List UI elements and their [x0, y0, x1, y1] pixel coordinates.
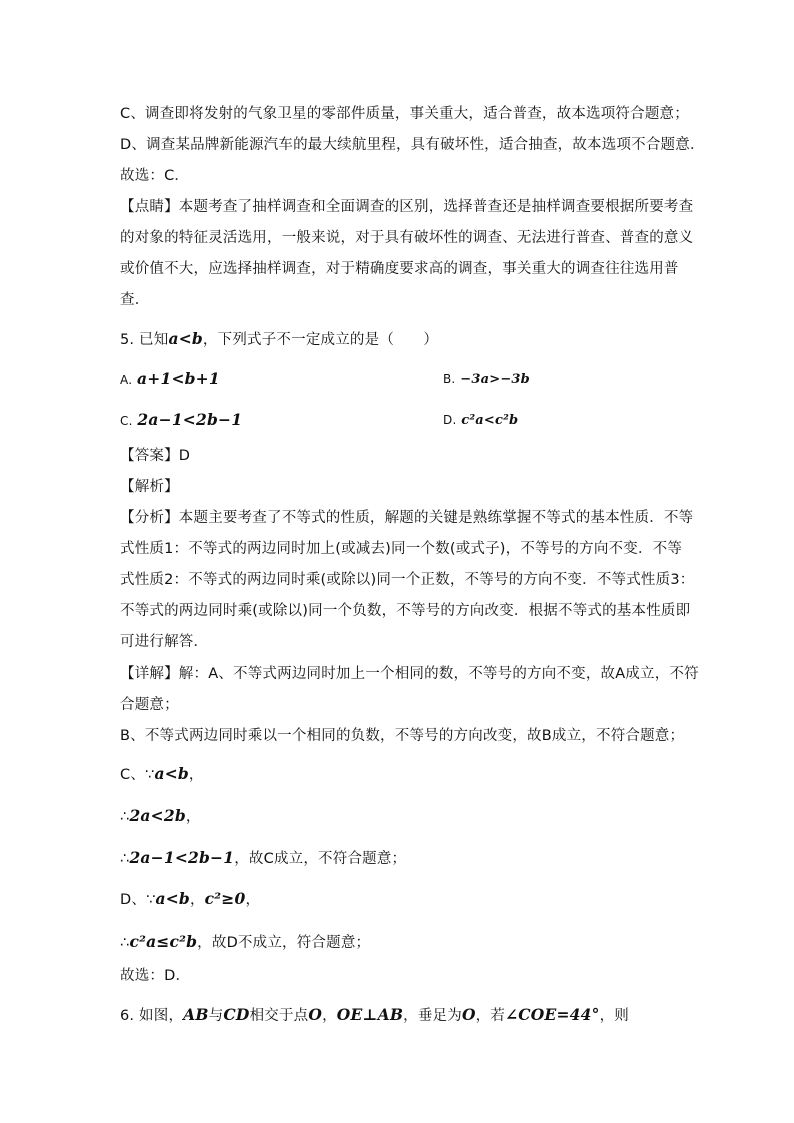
conclusion-line: 故选：D． — [120, 968, 191, 984]
question-6-stem — [120, 1005, 629, 1026]
d-step-1-expr-2: c²≥0 — [204, 889, 246, 908]
q6-text: ，若 — [475, 1008, 506, 1024]
xiangjie-line: 【详解】解：A、不等式两边同时加上一个相同的数，不等号的方向不变，故A成立，不符 — [120, 666, 699, 682]
option-a-expr: a+1<b+1 — [137, 369, 220, 388]
q6-prefix: 6. 如图， — [120, 1008, 184, 1024]
c-step-1-suffix: ， — [188, 767, 204, 783]
d-step-1-expr-1: a<b — [155, 889, 190, 908]
option-a — [120, 369, 220, 390]
d-step-2 — [120, 932, 370, 953]
q5-prefix: 5. 已知 — [120, 332, 169, 348]
q6-text: ，垂足为 — [403, 1008, 462, 1024]
text-line: 查． — [120, 292, 150, 308]
q6-cd: CD — [223, 1005, 250, 1024]
fenxi-line: 式性质2：不等式的两边同时乘(或除以)同一个正数，不等号的方向不变．不等式性质3： — [120, 572, 695, 588]
option-b-expr: −3a>−3b — [460, 372, 530, 387]
text-line: C、调查即将发射的气象卫星的零部件质量，事关重大，适合普查，故本选项符合题意； — [120, 106, 689, 122]
c-step-3 — [120, 848, 406, 869]
q6-ab: AB — [183, 1005, 209, 1024]
c-step-1-prefix: C、∵ — [120, 767, 155, 783]
d-step-1-suffix: ， — [245, 892, 261, 908]
q6-o: O — [308, 1005, 323, 1024]
option-d-label: D. — [443, 413, 457, 427]
c-step-2-prefix: ∴ — [120, 809, 130, 825]
q6-text: 与 — [208, 1008, 224, 1024]
xiangjie-line: 合题意； — [120, 697, 179, 713]
c-step-2-expr: 2a<2b — [129, 806, 186, 825]
c-step-3-expr: 2a−1<2b−1 — [129, 848, 235, 867]
fenxi-line: 不等式的两边同时乘(或除以)同一个负数，不等号的方向改变．根据不等式的基本性质即 — [120, 603, 691, 619]
d-step-2-suffix: ，故D不成立，符合题意； — [197, 935, 371, 951]
q6-text: 相交于点 — [249, 1008, 309, 1024]
answer-line: 【答案】D — [120, 448, 191, 464]
option-b-label: B. — [443, 372, 456, 386]
c-step-3-prefix: ∴ — [120, 851, 130, 867]
fenxi-line: 【分析】本题主要考查了不等式的性质，解题的关键是熟练掌握不等式的基本性质．不等 — [120, 510, 694, 526]
d-step-1-sep: ， — [189, 892, 205, 908]
analysis-title: 【解析】 — [120, 479, 179, 495]
text-line: 的对象的特征灵活选用，一般来说，对于具有破坏性的调查、无法进行普查、普查的意义 — [120, 230, 694, 246]
c-step-1 — [120, 764, 204, 785]
q6-text: ， — [322, 1008, 337, 1024]
xiangjie-line: B、不等式两边同时乘以一个相同的负数，不等号的方向改变，故B成立，不符合题意； — [120, 728, 685, 744]
text-line: 或价值不大，应选择抽样调查，对于精确度要求高的调查，事关重大的调查往往选用普 — [120, 261, 679, 277]
d-step-1 — [120, 889, 260, 910]
q6-oe-perp-ab: OE⊥AB — [336, 1005, 404, 1024]
question-5-stem — [120, 329, 438, 350]
q6-text: ，则 — [599, 1008, 630, 1024]
q5-suffix: ，下列式子不一定成立的是（ ） — [202, 332, 439, 348]
option-d — [443, 410, 518, 431]
option-c-label: C. — [120, 414, 133, 428]
c-step-1-expr: a<b — [154, 764, 189, 783]
fenxi-line: 式性质1：不等式的两边同时加上(或减去)同一个数(或式子)，不等号的方向不变．不等 — [120, 541, 683, 557]
c-step-3-suffix: ，故C成立，不符合题意； — [234, 851, 407, 867]
option-c — [120, 410, 242, 431]
d-step-2-prefix: ∴ — [120, 935, 130, 951]
q5-condition: a<b — [168, 329, 203, 348]
q6-o: O — [461, 1005, 476, 1024]
option-a-label: A. — [120, 373, 133, 387]
text-line: D、调查某品牌新能源汽车的最大续航里程，具有破坏性，适合抽查，故本选项不合题意． — [120, 137, 705, 153]
dianjing-line: 【点睛】本题考查了抽样调查和全面调查的区别，选择普查还是抽样调查要根据所要考查 — [120, 199, 694, 215]
q6-angle: ∠COE=44° — [505, 1005, 600, 1024]
d-step-1-prefix: D、∵ — [120, 892, 156, 908]
text-line: 故选：C． — [120, 168, 190, 184]
option-d-expr: c²a<c²b — [461, 413, 519, 428]
c-step-2-suffix: ， — [185, 809, 201, 825]
option-c-expr: 2a−1<2b−1 — [137, 410, 243, 429]
option-b — [443, 369, 530, 390]
fenxi-line: 可进行解答． — [120, 634, 209, 650]
d-step-2-expr: c²a≤c²b — [129, 932, 198, 951]
c-step-2 — [120, 806, 201, 827]
